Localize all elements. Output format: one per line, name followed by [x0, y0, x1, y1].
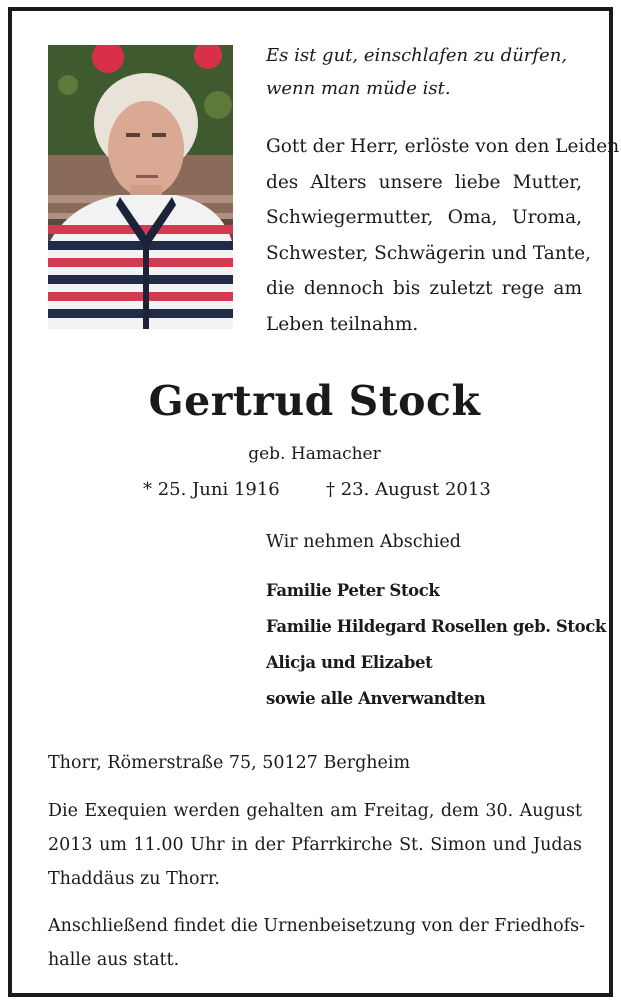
- portrait-photo: [48, 45, 233, 329]
- birth-date: * 25. Juni 1916: [143, 479, 280, 500]
- quote: [266, 39, 586, 105]
- verse-line: Leben teilnahm.: [266, 313, 419, 335]
- family-list: [266, 573, 606, 717]
- urn-burial-details: [48, 909, 586, 977]
- death-date: † 23. August 2013: [326, 479, 491, 500]
- funeral-line: 2013 um 11.00 Uhr in der Pfarrkirche St. Simon und Judas: [48, 835, 582, 855]
- funeral-line: Die Exequien werden gehalten am Freitag, dem 30. August: [48, 801, 582, 821]
- urn-line: halle aus statt.: [48, 950, 180, 970]
- verse-line: die dennoch bis zuletzt rege am: [266, 278, 582, 299]
- verse-line: Schwester, Schwägerin und Tante,: [266, 242, 592, 264]
- funeral-line: Thaddäus zu Thorr.: [48, 869, 220, 889]
- obituary-frame: [8, 7, 620, 997]
- urn-line: Anschließend findet die Urnenbeisetzung von der Friedhofs-: [48, 916, 586, 936]
- family-member: Familie Hildegard Rosellen geb. Stock: [266, 617, 606, 636]
- verse-line: Schwiegermutter, Oma, Uroma,: [266, 207, 582, 228]
- verse-text: [266, 129, 620, 342]
- verse-line: Gott der Herr, erlöste von den Leiden: [266, 136, 620, 157]
- address: Thorr, Römerstraße 75, 50127 Bergheim: [48, 753, 411, 773]
- farewell-text: Wir nehmen Abschied: [266, 532, 461, 552]
- life-dates: [143, 479, 503, 500]
- birth-name: geb. Hamacher: [248, 444, 381, 464]
- family-member: Alicja und Elizabet: [266, 653, 433, 672]
- family-member: Familie Peter Stock: [266, 581, 440, 600]
- deceased-name: Gertrud Stock: [148, 377, 481, 425]
- verse-line: des Alters unsere liebe Mutter,: [266, 171, 582, 193]
- family-member: sowie alle Anverwandten: [266, 689, 486, 708]
- quote-line: wenn man müde ist.: [266, 78, 451, 99]
- funeral-details: [48, 794, 582, 896]
- quote-line: Es ist gut, einschlafen zu dürfen,: [266, 45, 568, 66]
